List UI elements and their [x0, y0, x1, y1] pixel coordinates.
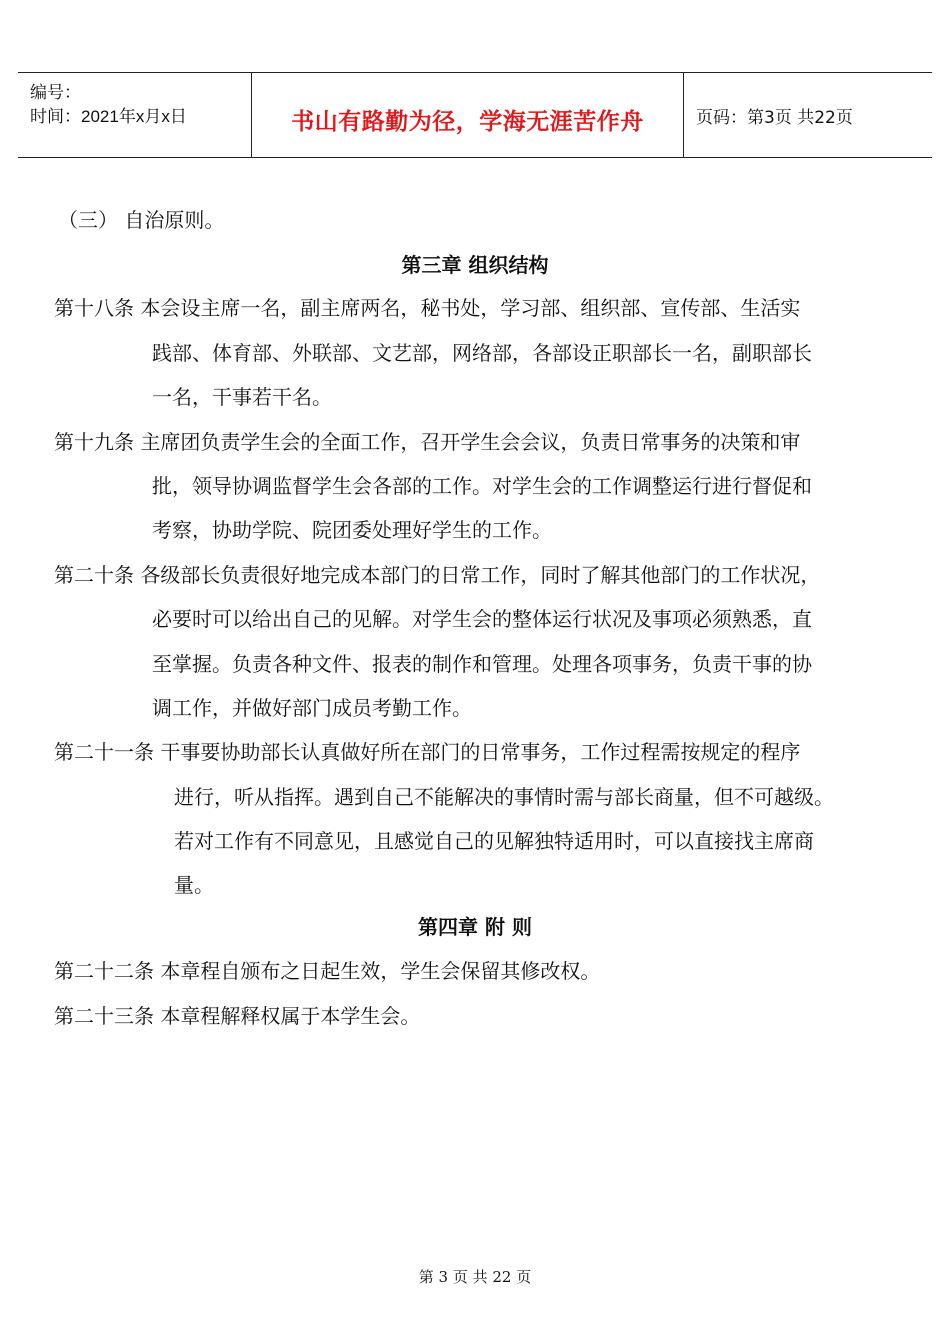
article-22: 第二十二条 本章程自颁布之日起生效，学生会保留其修改权。: [54, 959, 601, 983]
time-line: 时间：2021年x月x日: [30, 107, 187, 126]
header-page-info: 页码：第3页 共22页: [696, 107, 853, 128]
article-19-line-3: 考察，协助学院、院团委处理好学生的工作。: [152, 518, 552, 542]
article-23: 第二十三条 本章程解释权属于本学生会。: [54, 1004, 421, 1028]
article-18-line-3: 一名，干事若干名。: [152, 385, 332, 409]
article-18-line-2: 践部、体育部、外联部、文艺部，网络部，各部设正职部长一名，副职部长: [152, 341, 812, 365]
page-footer: 第 3 页 共 22 页: [418, 1268, 532, 1286]
serial-label: 编号：: [30, 83, 81, 102]
article-20-line-3: 至掌握。负责各种文件、报表的制作和管理。处理各项事务，负责干事的协: [152, 652, 812, 676]
article-19-line-2: 批，领导协调监督学生会各部的工作。对学生会的工作调整运行进行督促和: [152, 474, 812, 498]
article-21-line-1: 第二十一条 干事要协助部长认真做好所在部门的日常事务，工作过程需按规定的程序: [54, 740, 801, 764]
article-20-line-2: 必要时可以给出自己的见解。对学生会的整体运行状况及事项必须熟悉，直: [152, 607, 812, 631]
header-motto: 书山有路勤为径，学海无涯苦作舟: [252, 73, 684, 157]
item-three: （三） 自治原则。: [58, 208, 225, 232]
chapter-3-title: 第三章 组织结构: [401, 253, 549, 277]
article-21-line-3: 若对工作有不同意见，且感觉自己的见解独特适用时，可以直接找主席商: [174, 829, 814, 853]
chapter-4-title: 第四章 附 则: [418, 915, 532, 939]
article-20-line-1: 第二十条 各级部长负责很好地完成本部门的日常工作，同时了解其他部门的工作状况，: [54, 563, 821, 587]
article-21-line-4: 量。: [174, 873, 214, 897]
article-21-line-2: 进行，听从指挥。遇到自己不能解决的事情时需与部长商量，但不可越级。: [174, 785, 834, 809]
article-19-line-1: 第十九条 主席团负责学生会的全面工作，召开学生会会议，负责日常事务的决策和审: [54, 430, 801, 454]
article-18-line-1: 第十八条 本会设主席一名，副主席两名，秘书处，学习部、组织部、宣传部、生活实: [54, 296, 801, 320]
article-20-line-4: 调工作，并做好部门成员考勤工作。: [152, 696, 472, 720]
